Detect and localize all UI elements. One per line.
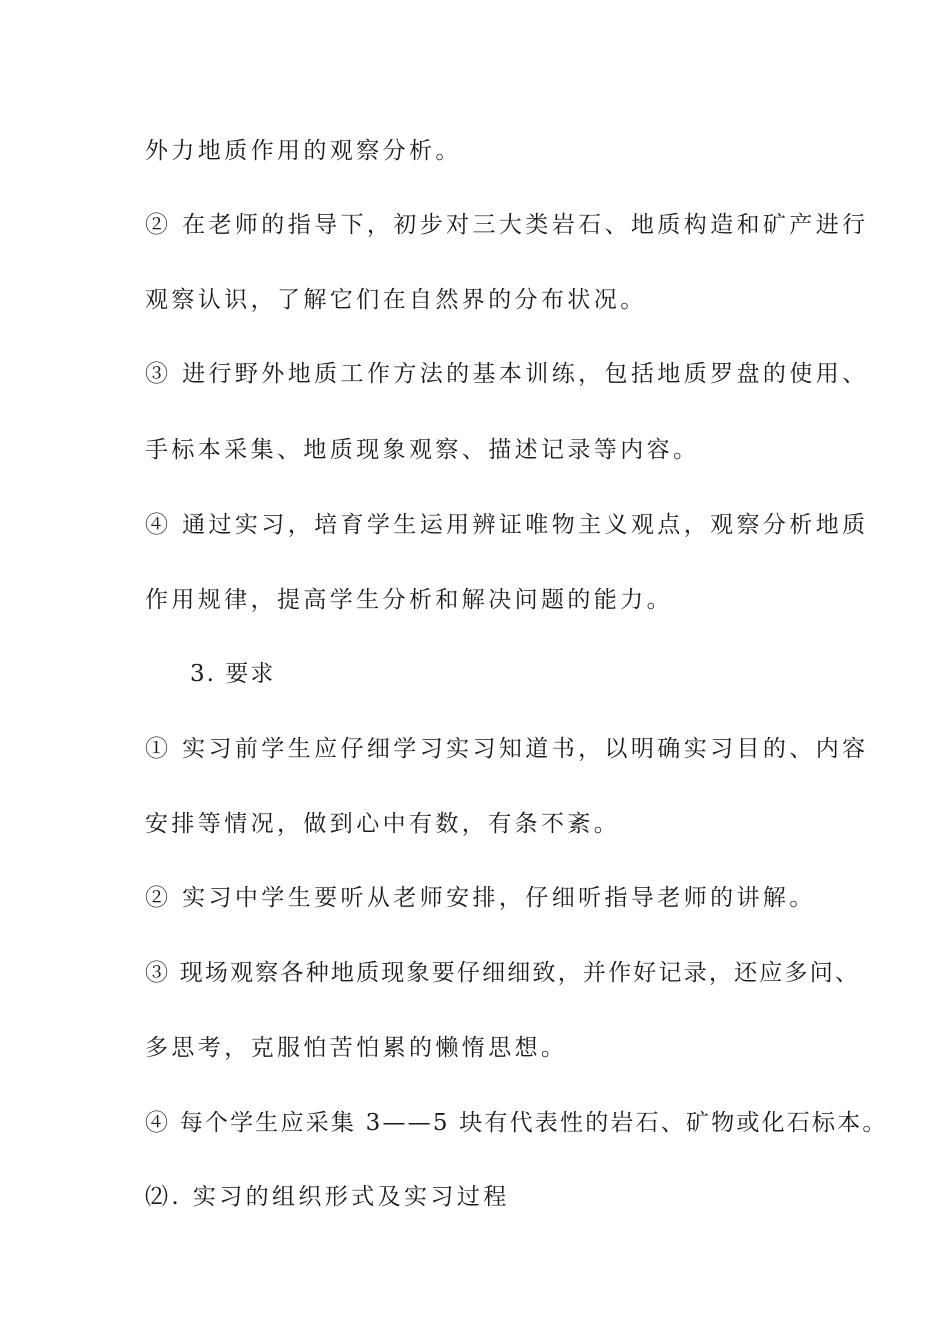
text-line-10: 安排等情况，做到心中有数，有条不紊。 bbox=[145, 811, 621, 837]
text-line-2: ② 在老师的指导下，初步对三大类岩石、地质构造和矿产进行 bbox=[145, 212, 869, 238]
text-line-6: ④ 通过实习，培育学生运用辨证唯物主义观点，观察分析地质 bbox=[145, 512, 869, 538]
text-line-13: 多思考，克服怕苦怕累的懒惰思想。 bbox=[145, 1035, 568, 1061]
text-line-7: 作用规律，提高学生分析和解决问题的能力。 bbox=[145, 587, 673, 613]
text-line-9: ① 实习前学生应仔细学习实习知道书，以明确实习目的、内容 bbox=[145, 736, 869, 762]
section-heading-requirements: 3. 要求 bbox=[190, 661, 276, 687]
text-line-12: ③ 现场观察各种地质现象要仔细细致，并作好记录，还应多问、 bbox=[145, 960, 861, 986]
text-line-11: ② 实习中学生要听从老师安排，仔细听指导老师的讲解。 bbox=[145, 885, 816, 911]
text-line-5: 手标本采集、地质现象观察、描述记录等内容。 bbox=[145, 437, 700, 463]
text-line-1: 外力地质作用的观察分析。 bbox=[145, 138, 462, 164]
text-line-4: ③ 进行野外地质工作方法的基本训练，包括地质罗盘的使用、 bbox=[145, 361, 869, 387]
text-line-3: 观察认识，了解它们在自然界的分布状况。 bbox=[145, 287, 647, 313]
section-heading-organization: ⑵. 实习的组织形式及实习过程 bbox=[145, 1184, 510, 1210]
text-line-14: ④ 每个学生应采集 3——5 块有代表性的岩石、矿物或化石标本。 bbox=[145, 1110, 888, 1136]
